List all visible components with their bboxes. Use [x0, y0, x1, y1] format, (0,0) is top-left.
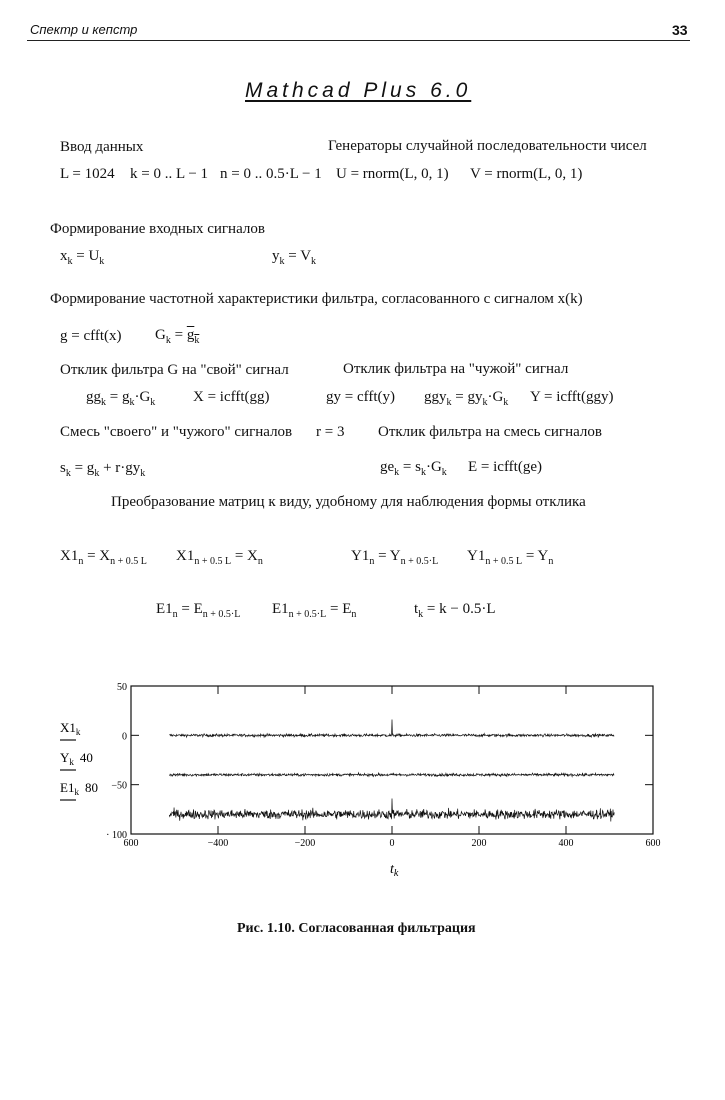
legend [60, 720, 98, 800]
series-line-2 [169, 798, 614, 821]
eq-s: $s_k = g_k + r\cdot gy_k$ [60, 460, 146, 479]
eq-gg: $gg_k = g_k\cdot G_k$ [86, 389, 156, 408]
running-title: Спектр и кепстр [30, 22, 138, 37]
eq-L: L = 1024 [60, 166, 115, 182]
page-title: Mathcad Plus 6.0 [245, 79, 472, 102]
eq-ggy: $ggy_k = gy_k\cdot G_k$ [424, 389, 509, 408]
x-tick-label: 0 [389, 838, 395, 849]
eq-X1b: $X1_{n + 0.5 L} = X_n$ [176, 548, 263, 567]
y-tick-label: −50 [111, 780, 127, 792]
input-label: Ввод данных [60, 139, 144, 155]
eq-E1a: $E1_n = E_{n + 0.5\cdot L}$ [156, 601, 241, 620]
y-tick-label: 50 [117, 682, 127, 693]
mixture-label: Смесь "своего" и "чужого" сигналов [60, 424, 293, 440]
input-signals-label: Формирование входных сигналов [50, 221, 265, 237]
legend-Y: $Y_k$ 40 [60, 750, 93, 767]
figure-caption: Рис. 1.10. Согласованная фильтрация [237, 921, 476, 936]
x-tick-label: 600 [645, 838, 661, 849]
eq-E1b: $E1_{n + 0.5\cdot L} = E_n$ [272, 601, 357, 620]
page-number: 33 [672, 22, 688, 38]
own-signal-label: Отклик фильтра G на "свой" сигнал [60, 362, 289, 378]
eq-G: $G_k = g_k$ [155, 327, 200, 346]
x-tick-label: −400 [207, 838, 229, 849]
matched-filter-chart [0, 670, 725, 880]
eq-ge: $ge_k = s_k\cdot G_k$ [380, 459, 447, 478]
generators-label: Генераторы случайной последовательности чисел [328, 138, 647, 154]
eq-gy: gy = cfft(y) [326, 389, 395, 405]
eq-r: r = 3 [316, 424, 345, 440]
series-line-0 [169, 720, 614, 738]
eq-k-range: k = 0 .. L − 1 [130, 166, 209, 182]
eq-E: E = icfft(ge) [468, 459, 542, 475]
mixture-response-label: Отклик фильтра на смесь сигналов [378, 424, 602, 440]
eq-Y1a: $Y1_n = Y_{n + 0.5\cdot L}$ [351, 548, 439, 567]
x-axis-label: $t_k$ [390, 862, 399, 879]
filter-char-label: Формирование частотной характеристики фильтра, согласованного с сигналом x(k) [50, 291, 583, 307]
eq-X1a: $X1_n = X_{n + 0.5 L}$ [60, 548, 147, 567]
eq-Y1b: $Y1_{n + 0.5 L} = Y_n$ [467, 548, 554, 567]
eq-x: $x_k = U_k$ [60, 248, 105, 267]
x-tick-label: 400 [558, 838, 574, 849]
legend-X1: $X1_k$ [60, 720, 81, 737]
legend-E1: $E1_k$ 80 [60, 780, 98, 797]
series-line-1 [169, 773, 614, 777]
eq-Y: Y = icfft(ggy) [530, 389, 614, 405]
eq-y: $y_k = V_k$ [272, 248, 317, 267]
x-tick-label: −200 [294, 838, 316, 849]
foreign-signal-label: Отклик фильтра на "чужой" сигнал [343, 361, 569, 377]
eq-X: X = icfft(gg) [193, 389, 270, 405]
y-tick-label: · 100 [106, 830, 127, 841]
eq-V: V = rnorm(L, 0, 1) [470, 166, 583, 182]
eq-n-range: n = 0 .. 0.5·L − 1 [220, 166, 322, 182]
y-tick-label: 0 [122, 731, 127, 743]
header-rule [27, 40, 690, 41]
x-tick-label: 600 [123, 838, 139, 849]
transform-label: Преобразование матриц к виду, удобному для наблюдения формы отклика [111, 494, 586, 510]
eq-g: g = cfft(x) [60, 328, 122, 344]
eq-t: $t_k = k - 0.5\cdot L$ [414, 601, 496, 620]
x-tick-label: 200 [471, 838, 487, 849]
eq-U: U = rnorm(L, 0, 1) [336, 166, 449, 182]
